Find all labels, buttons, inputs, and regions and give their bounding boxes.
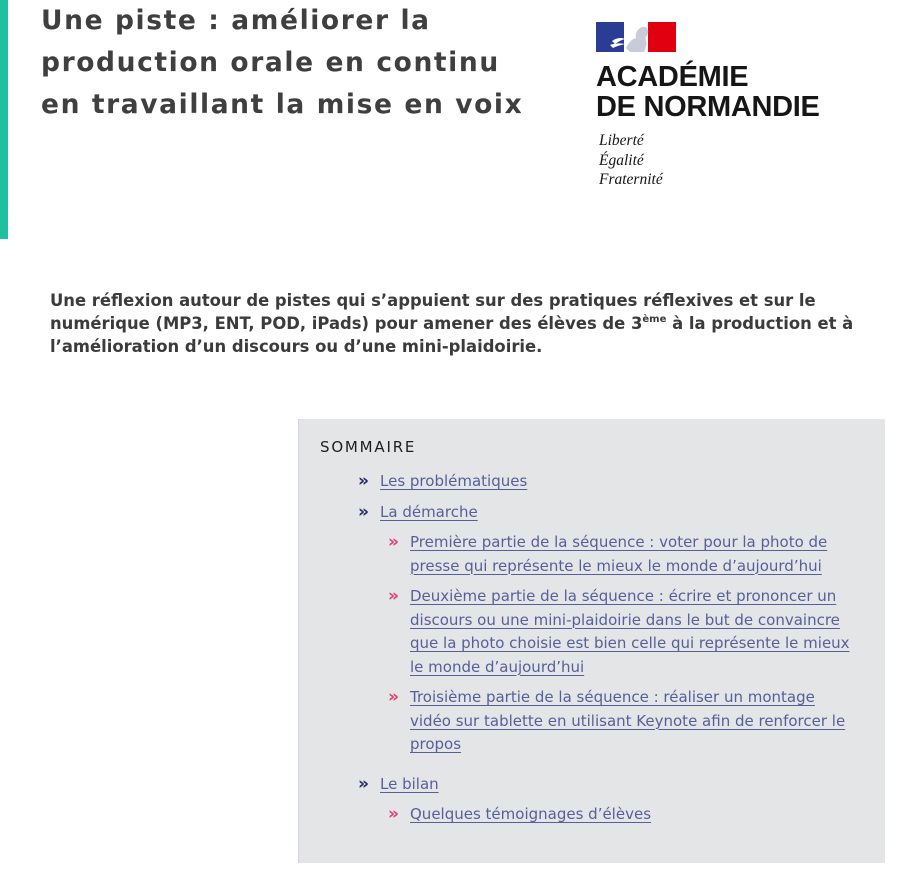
toc-item-bilan <box>358 773 858 797</box>
toc-item-partie-2 <box>388 585 858 679</box>
republic-motto <box>599 131 663 190</box>
institution-line-1: ACADÉMIE <box>596 61 749 93</box>
summary-heading: SOMMAIRE <box>320 438 417 456</box>
title-line-1: Une piste : améliorer la <box>41 5 431 36</box>
title-line-3: en travaillant la mise en voix <box>41 89 524 120</box>
institution-name <box>596 62 820 122</box>
toc-item-partie-1 <box>388 531 858 578</box>
toc-link-problematiques[interactable]: Les problématiques <box>380 472 528 490</box>
toc-item-demarche <box>358 501 858 525</box>
chevron-right-icon: » <box>358 502 368 522</box>
toc-link-partie-3[interactable]: Troisième partie de la séquence : réaliser un montage vidéo sur tablette en utilisant Keynote afin de renforcer le propos <box>410 688 846 753</box>
marianne-flag-icon <box>596 22 676 52</box>
intro-text-start: Une réflexion autour de pistes qui s’appuient sur des pratiques réflexives et sur le numérique (MP3, ENT, POD, iPads) pour amener des élèves de 3 <box>50 291 816 333</box>
toc-item-problematiques <box>358 470 858 494</box>
title-line-2: production orale en continu <box>41 47 500 78</box>
toc-link-demarche[interactable]: La démarche <box>380 503 478 521</box>
chevron-right-icon: » <box>358 471 368 491</box>
institution-line-2: DE NORMANDIE <box>596 91 820 123</box>
toc-link-partie-1[interactable]: Première partie de la séquence : voter pour la photo de presse qui représente le mieux le monde d’aujourd’hui <box>410 533 828 575</box>
toc-link-temoignages[interactable]: Quelques témoignages d’élèves <box>410 805 652 823</box>
toc-link-partie-2[interactable]: Deuxième partie de la séquence : écrire et prononcer un discours ou une mini-plaidoirie dans le but de convaincre que la photo choisie est bien celle qui représente le mieux le monde d’aujourd’hui <box>410 587 850 676</box>
chevron-right-icon: » <box>388 586 398 606</box>
intro-superscript: ème <box>642 314 667 325</box>
toc-item-partie-3 <box>388 686 858 757</box>
intro-paragraph <box>50 289 880 358</box>
intro-text-end: à la production et à l’amélioration d’un discours ou d’une mini-plaidoirie. <box>50 314 854 356</box>
accent-bar <box>0 0 8 239</box>
motto-egalite: Égalité <box>599 151 644 169</box>
toc-link-bilan[interactable]: Le bilan <box>380 775 439 793</box>
chevron-right-icon: » <box>388 687 398 707</box>
motto-liberte: Liberté <box>599 132 644 149</box>
academy-logo <box>596 22 856 192</box>
motto-fraternite: Fraternité <box>599 171 663 188</box>
summary-panel <box>298 419 885 863</box>
chevron-right-icon: » <box>388 532 398 552</box>
page-title <box>41 0 561 126</box>
chevron-right-icon: » <box>388 804 398 824</box>
toc-item-temoignages <box>388 803 858 827</box>
chevron-right-icon: » <box>358 774 368 794</box>
